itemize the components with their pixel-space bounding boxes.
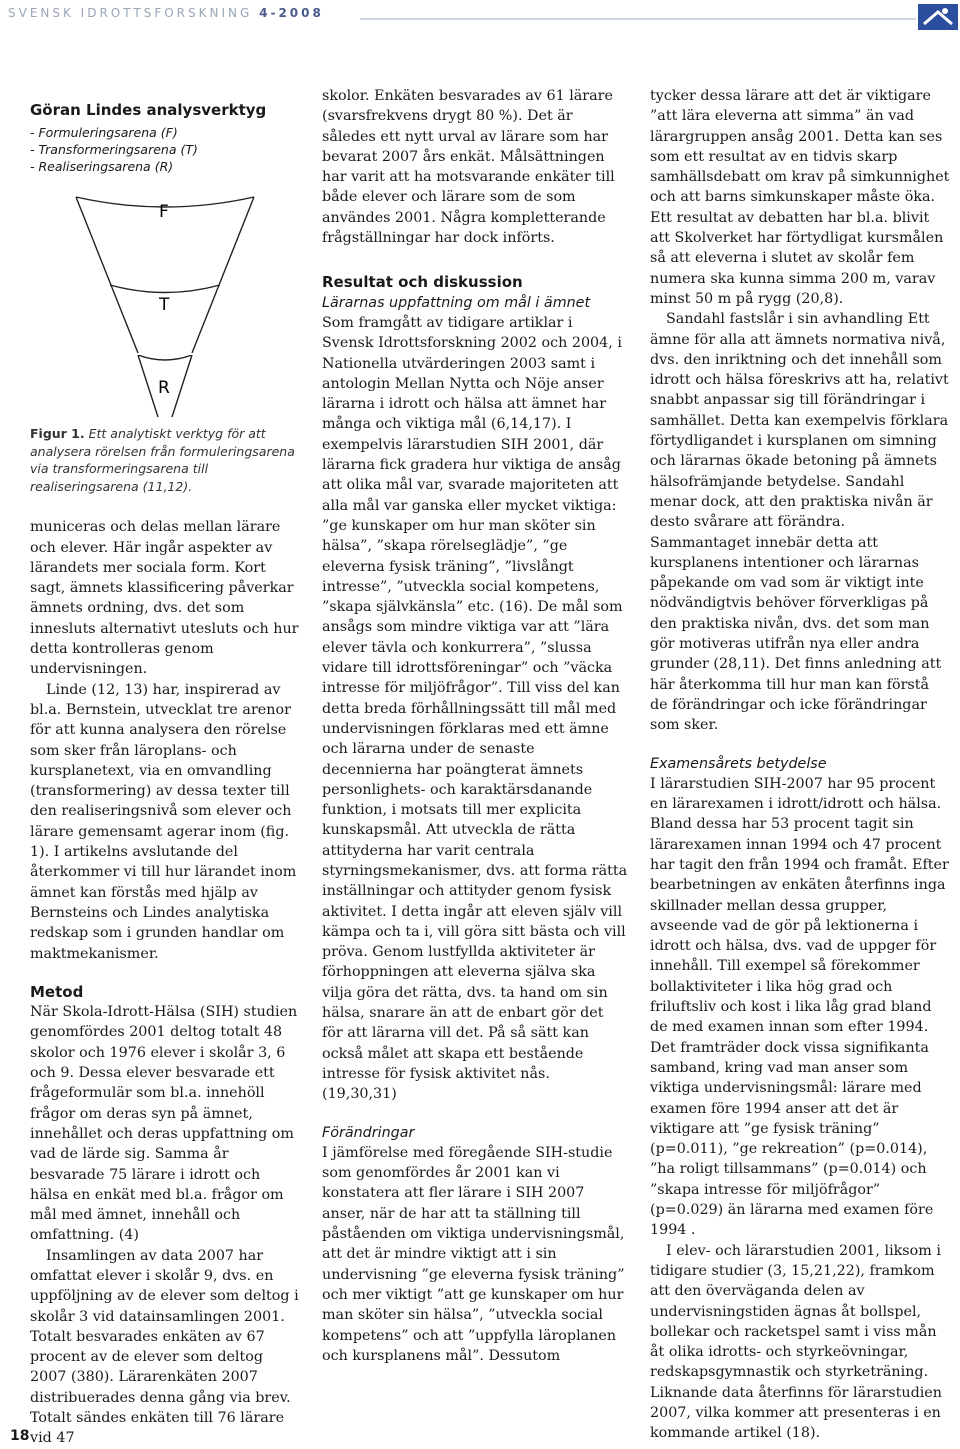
figure-item: - Transformeringsarena (T) xyxy=(30,142,198,158)
paragraph: Som framgått av tidigare artiklar i Svensk Idrottsforskning 2002 och 2004, i Nationella utvärderingen 2003 samt i antologin Mellan Nytta och Nöje anser lärarna i idrott och hälsa att ämnet har många och viktiga mål (6,14,17). I exempelvis lärarstudien SIH 2001, där lärarna fick gradera hur viktiga de ansåg att olika mål var, svarade majoriteten att alla mål var ganska eller mycket viktiga: ”ge kunskaper om hur man sköter sin hälsa”, ”skapa rörelseglädje”, ”ge eleverna fysisk träning”, ”livslångt intresse”, ”utveckla social kompetens, ”skapa självkänsla” etc. (16). De mål som ansågs som mindre viktiga var att ”lära elever tävla och konkurrera”, ”slussa vidare till idrottsföreningar” och ”väcka intresse för miljöfrågor”. Till viss del kan detta breda förhållningssätt till mål med undervisningen förklaras med ett ämne och lärarna under de senaste decennierna har poängterat ämnets personlighets- och karaktärsdanande funktion, i motsats till mer explicita kunskapsmål. Att utveckla de rätta attityderna har varit centrala styrningsmekanismer, dvs. att forma rätta inställningar och attityder genom fysisk aktivitet. I detta ingår att eleven själv vill kämpa och ta i, vill göra sitt bästa och vill pröva. Genom lustfyllda aktiviteter är förhoppningen att eleverna själva ska vilja göra det rätta, dvs. ta hand om sin hälsa, snarare än att de enbart gör det för att lärarna vill det. På så sätt kan också målet att skapa ett bestående intresse för fysisk aktivitet nås. (19,30,31) xyxy=(322,314,628,1103)
column-3 xyxy=(650,86,950,1444)
figure-title: Göran Lindes analysverktyg xyxy=(30,101,267,119)
figure-caption xyxy=(30,425,300,495)
paragraph: I jämförelse med föregående SIH-studie som genomfördes år 2001 kan vi konstatera att fler lärare i SIH 2007 anser, när de har att ta ställning till påståenden om viktiga undervisningsmål, att det är mindre viktigt att i sin undervisning ”ge eleverna fysisk träning” och mer viktigt ”att ge kunskaper om hur man sköter sin hälsa”, ”utveckla social kompetens” och att ”uppfylla läroplanen och kursplanens mål”. Dessutom xyxy=(322,1144,625,1364)
paragraph: Linde (12, 13) har, inspirerad av bl.a. Bernstein, utvecklat tre arenor för att kunna analysera den rörelse som sker från läroplans- och kursplanetext, via en omvandling (transformering) av dessa texter till den realiseringsnivå som elever och lärare gemensamt agerar inom (fig. 1). I artikelns avslutande del återkommer vi till hur lärandet inom ämnet kan förstås med hjälp av Bernsteins och Lindes analytiska redskap som i grunden handlar om maktmekanismer. xyxy=(30,681,297,962)
journal-logo-icon xyxy=(918,4,958,30)
subheading-examensar: Examensårets betydelse xyxy=(650,755,827,772)
section-heading-resultat: Resultat och diskussion xyxy=(322,273,523,292)
paragraph: Sandahl fastslår i sin avhandling Ett ämne för alla att ämnets normativa nivå, dvs. den inriktning och det innehåll som idrott och hälsa föreskrivs att ha, relativt snabbt anpassar sig till förändringar i samhället. Detta kan exempelvis förklara förtydligandet i kursplanen om simning och lärarnas ökade betoning på ämnets hälsofrämjande betydelse. Sandahl menar dock, att den praktiska nivån är desto svårare att förändra. Sammantaget innebär detta att kursplanens intentioner och lärarnas påpekande om vad som är viktigt inte nödvändigtvis behöver förverkligas på den praktiska nivån, dvs. det som man gör motiveras utifrån nya eller andra grunder (28,11). Det finns anledning att här återkomma till hur man kan förstå de förändringar och icke förändringar som sker. xyxy=(650,311,949,734)
section-heading-metod: Metod xyxy=(30,982,84,1001)
page-number: 18 xyxy=(10,1428,30,1444)
column-2 xyxy=(322,86,628,1366)
paragraph: tycker dessa lärare att det är viktigare ”att lära eleverna att simma” än vad lärargruppen ansåg 2001. Detta kan ses som ett resultat av en tidvis skarp samhällsdebatt om krav på simkunnighet och att barns simkunskaper måste öka. Ett resultat av debatten har bl.a. blivit att Skolverket har förtydligat kursmålen så att eleverna i slutet av skolår fem numera ska kunna simma 200 m, varav minst 50 m på rygg (20,8). xyxy=(650,88,950,307)
paragraph: skolor. Enkäten besvarades av 61 lärare (svarsfrekvens drygt 80 %). Det är således ett nytt urval av lärare som har bevarat 2007 års enkät. Målsättningen har varit att ha motsvarande enkäter till både elever och lärare som de som användes 2001. Några kompletterande frågställningar har dock införts. xyxy=(322,88,615,247)
journal-header xyxy=(8,6,324,20)
issue-number: 4-2008 xyxy=(259,6,324,20)
subheading-larare-mal: Lärarnas uppfattning om mål i ämnet xyxy=(322,294,591,311)
label-f: F xyxy=(159,202,169,223)
header-rule xyxy=(360,18,916,20)
paragraph: I elev- och lärarstudien 2001, liksom i tidigare studier (3, 15,21,22), framkom att den överväganda delen av undervisningstiden ägnas åt bollspel, bollekar och racketspel samt i viss mån åt olika idrotts- och styrkeövningar, redskapsgymnastik och styrketräning. Liknande data återfinns för lärarstudien 2007, vilka kommer att presenteras i en kommande artikel (18). xyxy=(650,1242,942,1442)
paragraph: I lärarstudien SIH-2007 har 95 procent en lärarexamen i idrott/idrott och hälsa. Bland dessa har 53 procent tagit sin lärarexamen innan 1994 och 47 procent har tagit den från 1994 och framåt. Efter bearbetningen av enkäten återfinns inga skillnader mellan dessa grupper, avseende vad de gör på lektionerna i idrott och hälsa, dvs. vad de uppger för innehåll. Till exempel så förekommer bollaktiviteter i lika hög grad och friluftsliv och kost i lika låg grad bland de med examen innan som efter 1994. Det framträder dock vissa signifikanta samband, kring vad man anser som viktiga undervisningsmål: lärare med examen före 1994 anser att det är viktigare att ”ge fysisk träning” (p=0.011), ”ge rekreation” (p=0.014), ”ha roligt tillsammans” (p=0.014) och ”skapa intresse för miljöfrågor” (p=0.029) än lärarna med examen före 1994 . xyxy=(650,775,949,1239)
journal-name: SVENSK IDROTTSFORSKNING xyxy=(8,6,253,20)
figure-item: - Realiseringsarena (R) xyxy=(30,159,174,175)
funnel-diagram xyxy=(30,175,300,355)
caption-text: Ett analytiskt verktyg för att analysera rörelsen från formuleringsarena via transformeringsarena till realiseringsarena (11,12). xyxy=(30,426,295,494)
figure-item: - Formuleringsarena (F) xyxy=(30,125,178,141)
paragraph: Insamlingen av data 2007 har omfattat elever i skolår 9, dvs. en uppföljning av de elever som deltog i skolår 3 vid datainsamlingen 2001. Totalt besvarades enkäten av 67 procent av de elever som deltog 2007 (380). Lärarenkäten 2007 distribuerades denna gång via brev. Totalt sändes enkäten till 76 lärare vid 47 xyxy=(30,1247,299,1447)
label-t: T xyxy=(159,295,170,316)
paragraph: När Skola-Idrott-Hälsa (SIH) studien genomfördes 2001 deltog totalt 48 skolor och 1976 elever i skolår 3, 6 och 9. Dessa elever besvarade ett frågeformulär som bl.a. innehöll frågor om deras syn på ämnet, innehållet och deras uppfattning om vad de lärde sig. Samma år besvarade 75 lärare i idrott och hälsa en enkät med bl.a. frågor om mål med ämnet, innehåll och omfattning. (4) xyxy=(30,1004,298,1244)
paragraph: municeras och delas mellan lärare och elever. Här ingår aspekter av lärandets mer sociala form. Kort sagt, ämnets klassificering påverkar ämnets ordning, dvs. det som innesluts alternativt utesluts och hur detta kontrolleras genom undervisningen. xyxy=(30,519,299,678)
column-1 xyxy=(30,86,300,1449)
figure-items xyxy=(30,124,300,175)
caption-label: Figur 1. xyxy=(30,426,85,442)
label-r: R xyxy=(158,378,170,399)
funnel-lower xyxy=(30,355,300,425)
subheading-forandringar: Förändringar xyxy=(322,1124,415,1141)
funnel-figure xyxy=(30,175,300,355)
